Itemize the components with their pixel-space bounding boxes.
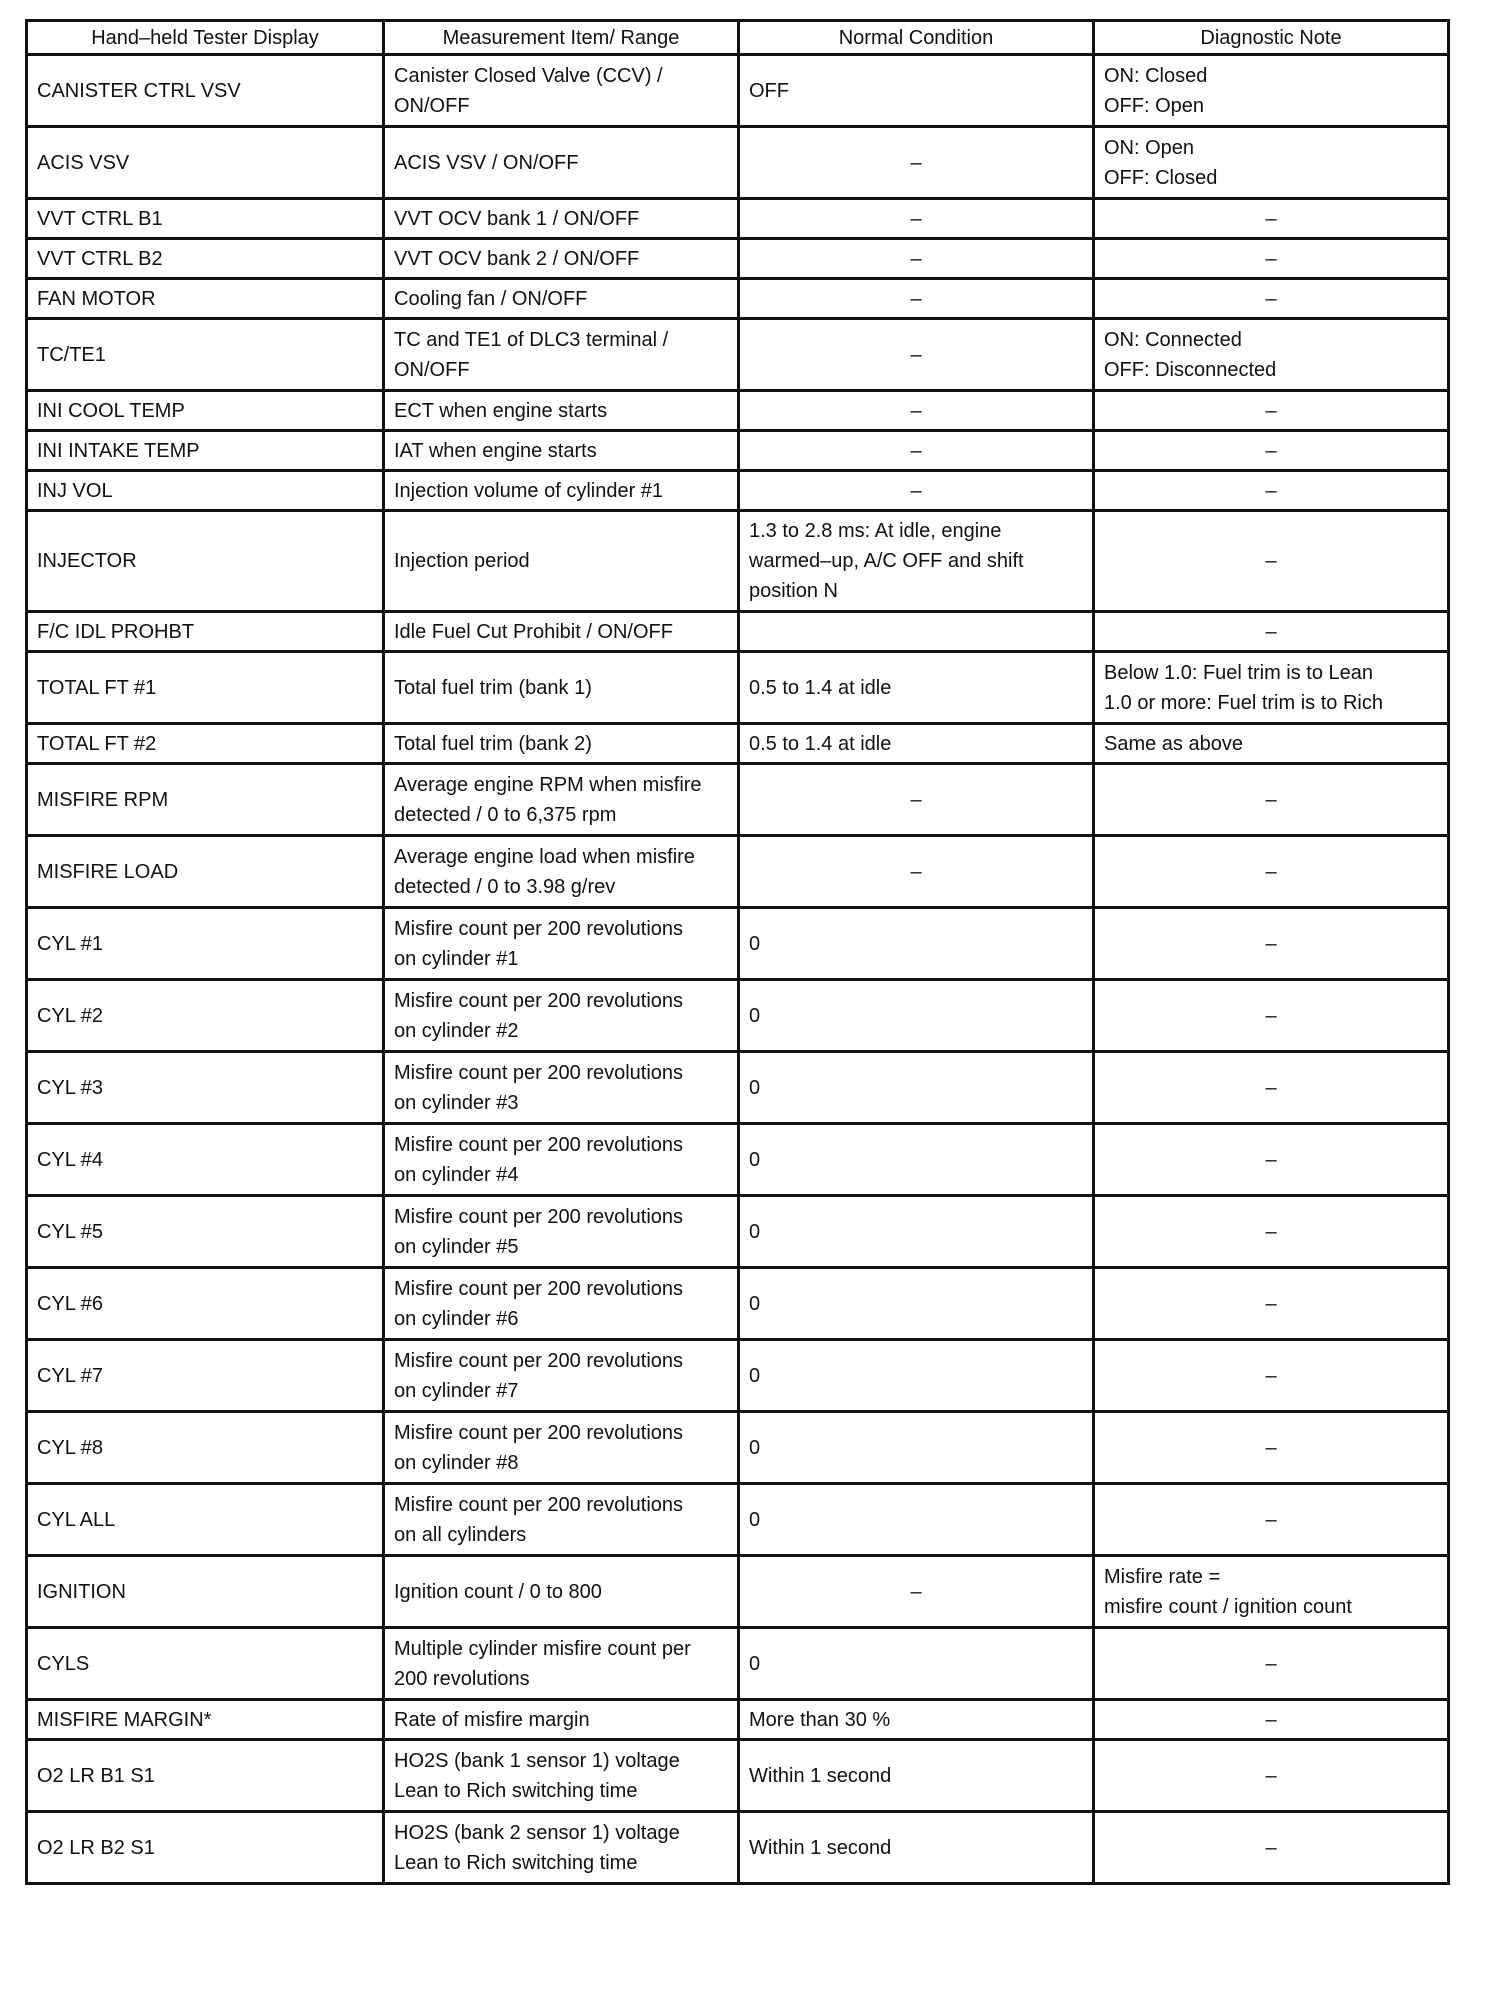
normal-condition-cell: –: [739, 764, 1094, 836]
measurement-item-cell: Misfire count per 200 revolutions on cylinder #5: [384, 1196, 739, 1268]
normal-condition-cell: –: [739, 239, 1094, 279]
diagnostic-note-cell: –: [1094, 836, 1449, 908]
normal-condition-cell: 0: [739, 1628, 1094, 1700]
measurement-item-cell: Misfire count per 200 revolutions on cylinder #8: [384, 1412, 739, 1484]
normal-condition-cell: –: [739, 319, 1094, 391]
table-row: [27, 836, 1449, 908]
tester-display-cell: CANISTER CTRL VSV: [27, 55, 384, 127]
diagnostic-note-cell: –: [1094, 239, 1449, 279]
tester-display-cell: CYL #2: [27, 980, 384, 1052]
diagnostic-note-cell: –: [1094, 1268, 1449, 1340]
table-row: [27, 724, 1449, 764]
tester-display-cell: O2 LR B1 S1: [27, 1740, 384, 1812]
measurement-item-cell: TC and TE1 of DLC3 terminal / ON/OFF: [384, 319, 739, 391]
measurement-item-cell: Idle Fuel Cut Prohibit / ON/OFF: [384, 612, 739, 652]
normal-condition-cell: –: [739, 471, 1094, 511]
tester-display-cell: MISFIRE MARGIN*: [27, 1700, 384, 1740]
table-row: [27, 319, 1449, 391]
table-row: [27, 1196, 1449, 1268]
measurement-item-cell: VVT OCV bank 2 / ON/OFF: [384, 239, 739, 279]
table-row: [27, 1628, 1449, 1700]
normal-condition-cell: –: [739, 391, 1094, 431]
table-row: [27, 1700, 1449, 1740]
tester-display-cell: CYLS: [27, 1628, 384, 1700]
diagnostic-note-cell: –: [1094, 980, 1449, 1052]
tester-display-cell: IGNITION: [27, 1556, 384, 1628]
diagnostic-note-cell: –: [1094, 1340, 1449, 1412]
measurement-item-cell: Rate of misfire margin: [384, 1700, 739, 1740]
measurement-item-cell: Injection period: [384, 511, 739, 612]
tester-display-cell: CYL #8: [27, 1412, 384, 1484]
normal-condition-cell: 1.3 to 2.8 ms: At idle, engine warmed–up, A/C OFF and shift position N: [739, 511, 1094, 612]
tester-display-cell: CYL #4: [27, 1124, 384, 1196]
diagnostic-note-cell: –: [1094, 1812, 1449, 1884]
data-list-table: [25, 19, 1450, 1885]
measurement-item-cell: Average engine RPM when misfire detected / 0 to 6,375 rpm: [384, 764, 739, 836]
measurement-item-cell: Canister Closed Valve (CCV) / ON/OFF: [384, 55, 739, 127]
measurement-item-cell: Misfire count per 200 revolutions on cylinder #7: [384, 1340, 739, 1412]
table-row: [27, 1052, 1449, 1124]
table-row: [27, 471, 1449, 511]
diagnostic-note-cell: ON: Closed OFF: Open: [1094, 55, 1449, 127]
diagnostic-note-cell: –: [1094, 1196, 1449, 1268]
tester-display-cell: INJ VOL: [27, 471, 384, 511]
header-normal-condition: Normal Condition: [739, 21, 1094, 55]
measurement-item-cell: ECT when engine starts: [384, 391, 739, 431]
table-row: [27, 55, 1449, 127]
tester-display-cell: TOTAL FT #2: [27, 724, 384, 764]
table-row: [27, 279, 1449, 319]
normal-condition-cell: 0.5 to 1.4 at idle: [739, 652, 1094, 724]
measurement-item-cell: Total fuel trim (bank 1): [384, 652, 739, 724]
measurement-item-cell: Misfire count per 200 revolutions on cylinder #6: [384, 1268, 739, 1340]
diagnostic-note-cell: –: [1094, 908, 1449, 980]
table-row: [27, 612, 1449, 652]
tester-display-cell: MISFIRE RPM: [27, 764, 384, 836]
measurement-item-cell: Average engine load when misfire detected / 0 to 3.98 g/rev: [384, 836, 739, 908]
diagnostic-note-cell: –: [1094, 1412, 1449, 1484]
measurement-item-cell: HO2S (bank 1 sensor 1) voltage Lean to Rich switching time: [384, 1740, 739, 1812]
table-row: [27, 1556, 1449, 1628]
diagnostic-note-cell: –: [1094, 199, 1449, 239]
diagnostic-note-cell: –: [1094, 391, 1449, 431]
tester-display-cell: FAN MOTOR: [27, 279, 384, 319]
normal-condition-cell: –: [739, 127, 1094, 199]
measurement-item-cell: Misfire count per 200 revolutions on cylinder #2: [384, 980, 739, 1052]
normal-condition-cell: 0: [739, 980, 1094, 1052]
diagnostic-note-cell: –: [1094, 511, 1449, 612]
table-row: [27, 199, 1449, 239]
measurement-item-cell: Misfire count per 200 revolutions on cylinder #4: [384, 1124, 739, 1196]
table-row: [27, 1340, 1449, 1412]
normal-condition-cell: –: [739, 1556, 1094, 1628]
table-row: [27, 908, 1449, 980]
normal-condition-cell: 0: [739, 1052, 1094, 1124]
tester-display-cell: VVT CTRL B2: [27, 239, 384, 279]
table-header-row: [27, 21, 1449, 55]
normal-condition-cell: OFF: [739, 55, 1094, 127]
diagnostic-note-cell: –: [1094, 1052, 1449, 1124]
table-row: [27, 431, 1449, 471]
table-row: [27, 1412, 1449, 1484]
diagnostic-note-cell: –: [1094, 764, 1449, 836]
diagnostic-note-cell: –: [1094, 1628, 1449, 1700]
normal-condition-cell: 0: [739, 1484, 1094, 1556]
measurement-item-cell: Misfire count per 200 revolutions on all cylinders: [384, 1484, 739, 1556]
table-body: [27, 55, 1449, 1884]
tester-display-cell: CYL ALL: [27, 1484, 384, 1556]
tester-display-cell: CYL #7: [27, 1340, 384, 1412]
diagnostic-note-cell: ON: Open OFF: Closed: [1094, 127, 1449, 199]
measurement-item-cell: Ignition count / 0 to 800: [384, 1556, 739, 1628]
diagnostic-note-cell: ON: Connected OFF: Disconnected: [1094, 319, 1449, 391]
table-row: [27, 239, 1449, 279]
table-row: [27, 1268, 1449, 1340]
normal-condition-cell: 0: [739, 1268, 1094, 1340]
header-diagnostic-note: Diagnostic Note: [1094, 21, 1449, 55]
tester-display-cell: CYL #6: [27, 1268, 384, 1340]
tester-display-cell: O2 LR B2 S1: [27, 1812, 384, 1884]
tester-display-cell: INI INTAKE TEMP: [27, 431, 384, 471]
measurement-item-cell: IAT when engine starts: [384, 431, 739, 471]
table-row: [27, 1812, 1449, 1884]
normal-condition-cell: More than 30 %: [739, 1700, 1094, 1740]
table-row: [27, 764, 1449, 836]
normal-condition-cell: Within 1 second: [739, 1740, 1094, 1812]
tester-display-cell: MISFIRE LOAD: [27, 836, 384, 908]
diagnostic-note-cell: Misfire rate = misfire count / ignition count: [1094, 1556, 1449, 1628]
measurement-item-cell: ACIS VSV / ON/OFF: [384, 127, 739, 199]
diagnostic-note-cell: –: [1094, 1700, 1449, 1740]
tester-display-cell: ACIS VSV: [27, 127, 384, 199]
diagnostic-note-cell: –: [1094, 279, 1449, 319]
table-row: [27, 980, 1449, 1052]
diagnostic-note-cell: –: [1094, 612, 1449, 652]
normal-condition-cell: 0.5 to 1.4 at idle: [739, 724, 1094, 764]
diagnostic-note-cell: –: [1094, 471, 1449, 511]
measurement-item-cell: Injection volume of cylinder #1: [384, 471, 739, 511]
measurement-item-cell: VVT OCV bank 1 / ON/OFF: [384, 199, 739, 239]
normal-condition-cell: –: [739, 836, 1094, 908]
normal-condition-cell: –: [739, 279, 1094, 319]
normal-condition-cell: 0: [739, 1196, 1094, 1268]
table-row: [27, 1124, 1449, 1196]
table-row: [27, 1740, 1449, 1812]
header-tester-display: Hand–held Tester Display: [27, 21, 384, 55]
normal-condition-cell: –: [739, 199, 1094, 239]
tester-display-cell: TC/TE1: [27, 319, 384, 391]
diagnostic-note-cell: Same as above: [1094, 724, 1449, 764]
normal-condition-cell: 0: [739, 1340, 1094, 1412]
tester-display-cell: INJECTOR: [27, 511, 384, 612]
table-row: [27, 511, 1449, 612]
normal-condition-cell: [739, 612, 1094, 652]
table-row: [27, 391, 1449, 431]
measurement-item-cell: Misfire count per 200 revolutions on cylinder #3: [384, 1052, 739, 1124]
diagnostic-note-cell: Below 1.0: Fuel trim is to Lean 1.0 or more: Fuel trim is to Rich: [1094, 652, 1449, 724]
measurement-item-cell: Cooling fan / ON/OFF: [384, 279, 739, 319]
normal-condition-cell: 0: [739, 1412, 1094, 1484]
normal-condition-cell: Within 1 second: [739, 1812, 1094, 1884]
tester-display-cell: INI COOL TEMP: [27, 391, 384, 431]
normal-condition-cell: 0: [739, 908, 1094, 980]
measurement-item-cell: Misfire count per 200 revolutions on cylinder #1: [384, 908, 739, 980]
table-row: [27, 127, 1449, 199]
normal-condition-cell: –: [739, 431, 1094, 471]
normal-condition-cell: 0: [739, 1124, 1094, 1196]
tester-display-cell: VVT CTRL B1: [27, 199, 384, 239]
tester-display-cell: CYL #5: [27, 1196, 384, 1268]
measurement-item-cell: Total fuel trim (bank 2): [384, 724, 739, 764]
diagnostic-note-cell: –: [1094, 1124, 1449, 1196]
tester-display-cell: CYL #3: [27, 1052, 384, 1124]
diagnostic-note-cell: –: [1094, 1740, 1449, 1812]
tester-display-cell: CYL #1: [27, 908, 384, 980]
measurement-item-cell: HO2S (bank 2 sensor 1) voltage Lean to Rich switching time: [384, 1812, 739, 1884]
tester-display-cell: F/C IDL PROHBT: [27, 612, 384, 652]
tester-display-cell: TOTAL FT #1: [27, 652, 384, 724]
measurement-item-cell: Multiple cylinder misfire count per 200 revolutions: [384, 1628, 739, 1700]
table-row: [27, 652, 1449, 724]
table-row: [27, 1484, 1449, 1556]
diagnostic-note-cell: –: [1094, 1484, 1449, 1556]
header-measurement-item: Measurement Item/ Range: [384, 21, 739, 55]
diagnostic-note-cell: –: [1094, 431, 1449, 471]
